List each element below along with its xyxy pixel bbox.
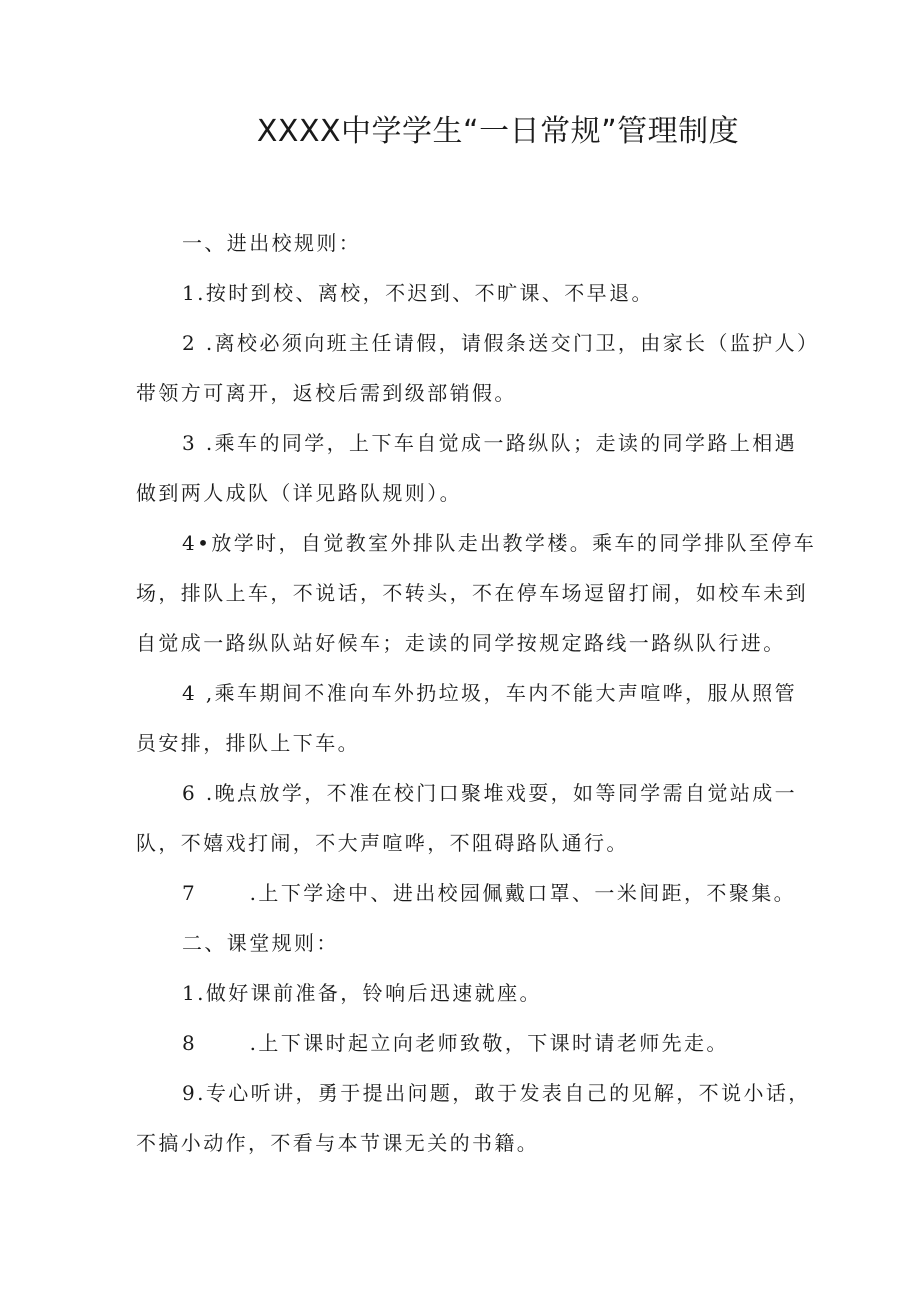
text-line: 9.专心听讲，勇于提出问题，敢于发表自己的见解，不说小话， (182, 1081, 811, 1105)
text-line: 1.做好课前准备，铃响后迅速就座。 (182, 981, 542, 1005)
text-line: 1.按时到校、离校，不迟到、不旷课、不早退。 (182, 281, 654, 305)
text-line: 6 .晚点放学，不准在校门口聚堆戏耍，如等同学需自觉站成一 (182, 781, 798, 805)
text-line: 7 .上下学途中、进出校园佩戴口罩、一米间距，不聚集。 (182, 881, 797, 905)
text-line: 不搞小动作，不看与本节课无关的书籍。 (136, 1131, 540, 1155)
text-line: 自觉成一路纵队站好候车；走读的同学按规定路线一路纵队行进。 (136, 631, 786, 655)
text-line: 8 .上下课时起立向老师致敬，下课时请老师先走。 (182, 1031, 729, 1055)
text-line: 一、进出校规则： (182, 231, 362, 255)
document-title: XXXX中学学生“一日常规”管理制度 (256, 114, 740, 149)
text-line: 员安排，排队上下车。 (136, 731, 360, 755)
text-line: 场，排队上车，不说话，不转头，不在停车场逗留打闹，如校车未到 (136, 581, 808, 605)
text-line: 4 ,乘车期间不准向车外扔垃圾，车内不能大声喧哗，服从照管 (182, 681, 798, 705)
text-line: 2 .离校必须向班主任请假，请假条送交门卫，由家长（监护人） (182, 331, 820, 355)
text-line: 3 .乘车的同学，上下车自觉成一路纵队；走读的同学路上相遇 (182, 431, 798, 455)
text-line: 做到两人成队（详见路队规则）。 (136, 481, 462, 505)
text-line: 队，不嬉戏打闹，不大声喧哗，不阻碍路队通行。 (136, 831, 629, 855)
document-body (136, 218, 820, 1168)
text-line: 二、课堂规则： (182, 931, 339, 955)
text-line: 4•放学时，自觉教室外排队走出教学楼。乘车的同学排队至停车 (182, 531, 817, 555)
text-line: 带领方可离开，返校后需到级部销假。 (136, 381, 517, 405)
